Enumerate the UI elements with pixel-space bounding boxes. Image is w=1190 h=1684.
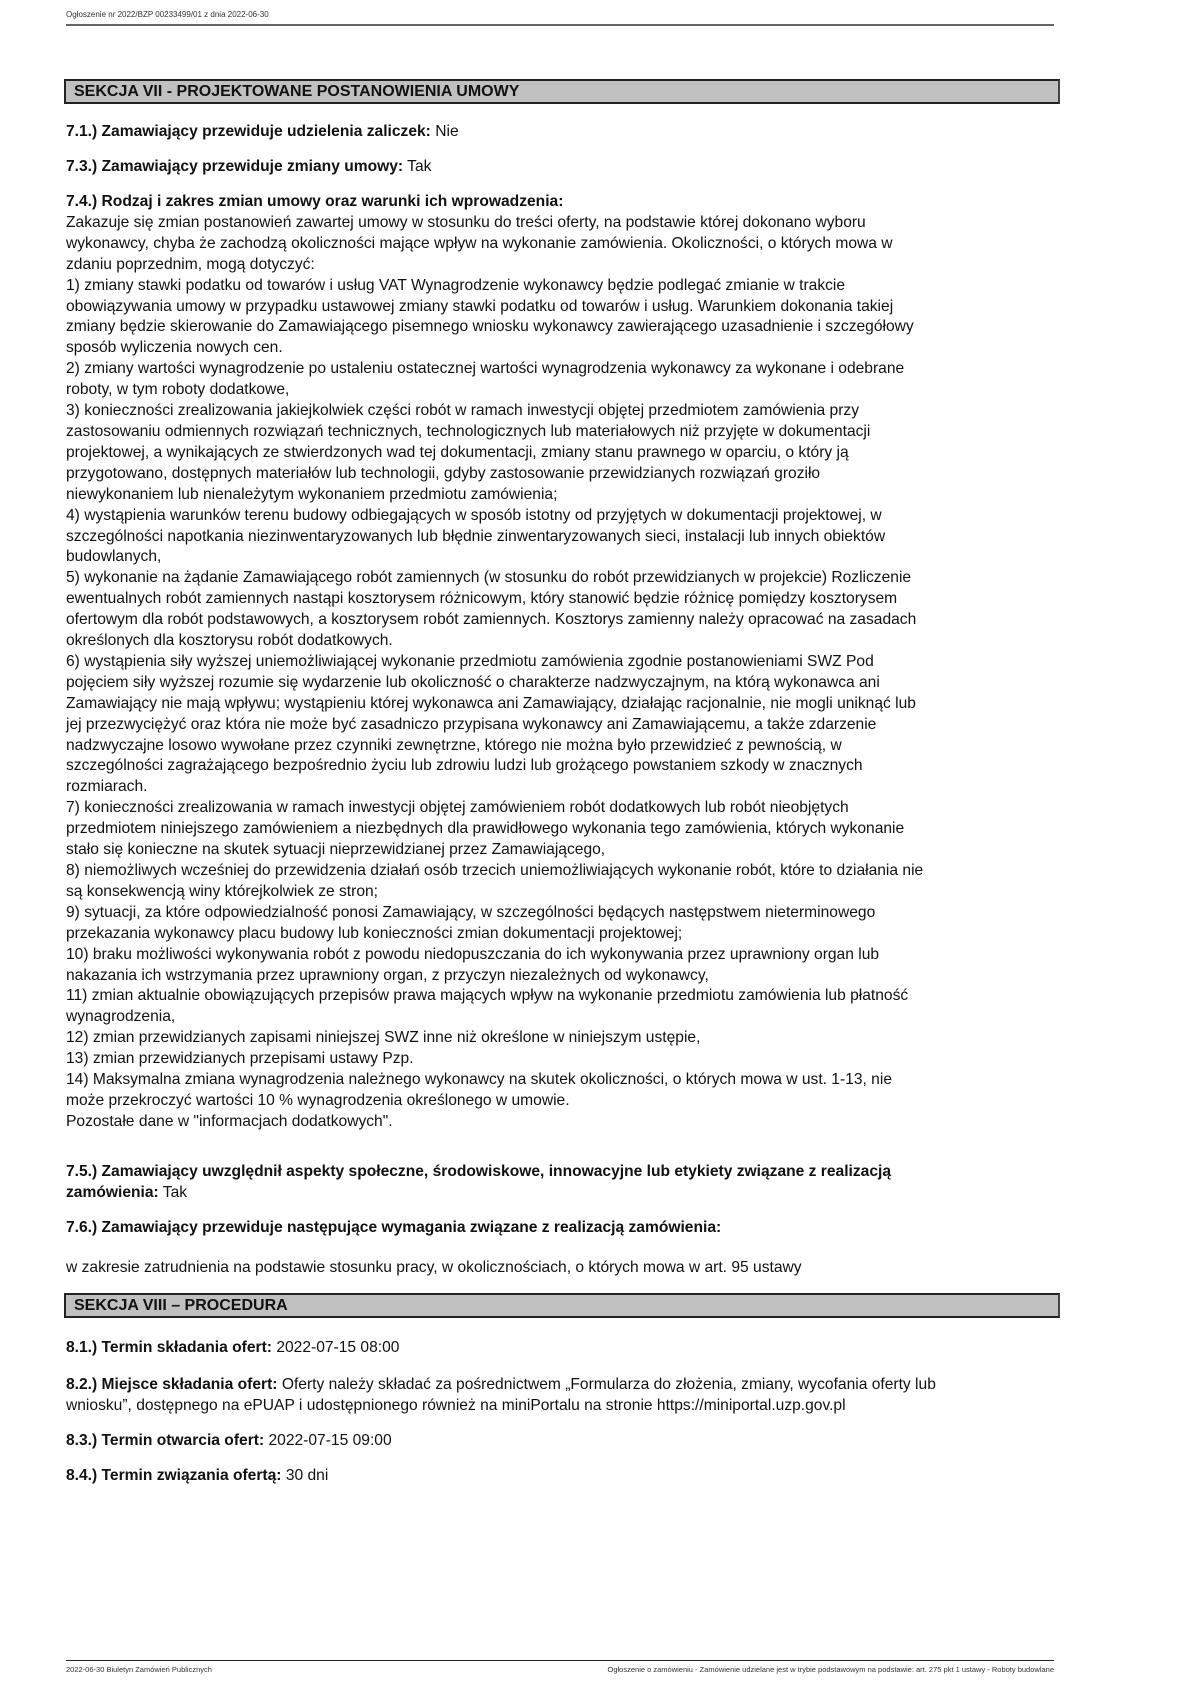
item-7-4-line: niewykonaniem lub nienależytym wykonaniem przedmiotu zamówienia; <box>66 485 558 503</box>
item-8-2-label: 8.2.) Miejsce składania ofert: <box>66 1376 278 1393</box>
footer-divider <box>66 1660 1054 1661</box>
item-7-1-label: 7.1.) Zamawiający przewiduje udzielenia zaliczek: <box>66 123 431 140</box>
item-8-2 <box>66 1375 1056 1417</box>
section-viii-header <box>64 1293 1060 1318</box>
item-7-4-line: jej przezwyciężyć oraz która nie może być zasadniczo przypisana wykonawcy ani Zamawiającemu, a także zdarzenie <box>66 715 877 733</box>
item-7-4-line: 7) konieczności zrealizowania w ramach inwestycji objętej zamówieniem robót dodatkowych lub robót nieobjętych <box>66 799 849 817</box>
item-7-5-label-1: 7.5.) Zamawiający uwzględnił aspekty społeczne, środowiskowe, innowacyjne lub etykiety związane z realizacją <box>66 1163 892 1180</box>
item-7-5-label-2: zamówienia: <box>66 1183 159 1201</box>
item-8-3-label: 8.3.) Termin otwarcia ofert: <box>66 1432 265 1449</box>
item-7-6-label: 7.6.) Zamawiający przewiduje następujące wymagania związane z realizacją zamówienia: <box>66 1219 722 1236</box>
item-7-4-line: szczególności zagrażającego bezpośrednio życiu lub zdrowiu ludzi lub grożącego powstaniem szkody w znacznych <box>66 757 863 775</box>
item-8-4-value: 30 dni <box>285 1467 329 1484</box>
item-7-4-line: 13) zmian przewidzianych przepisami ustawy Pzp. <box>66 1050 414 1068</box>
item-7-4 <box>66 192 1056 1133</box>
item-7-4-line: nadzwyczajne losowo wywołane przez czynniki zewnętrzne, którego nie można było przewidzieć z pewnością, w <box>66 736 842 754</box>
item-7-4-line: nakazania ich wstrzymania przez uprawniony organ, z przyczyn niezależnych od wykonawcy, <box>66 966 709 984</box>
section-vii-title: SEKCJA VII - PROJEKTOWANE POSTANOWIENIA UMOWY <box>74 83 520 100</box>
item-7-1 <box>66 122 1056 143</box>
item-7-4-line: obowiązywania umowy w przypadku ustawowej zmiany stawki podatku od towarów i usług. Warunkiem dokonania takiej <box>66 297 894 315</box>
item-7-4-line: rozmiarach. <box>66 778 148 796</box>
section-viii-title: SEKCJA VIII – PROCEDURA <box>74 1297 288 1314</box>
item-8-1-value: 2022-07-15 08:00 <box>276 1339 400 1356</box>
item-7-4-line: 11) zmian aktualnie obowiązujących przepisów prawa mających wpływ na wykonanie przedmiotu zamówienia lub płatność <box>66 987 909 1005</box>
item-7-4-line: Zamawiający nie mają wpływu; wystąpieniu której wykonawca ani Zamawiający, działając racjonalnie, nie mogli uniknąć lub <box>66 694 916 712</box>
item-7-5 <box>66 1162 1056 1204</box>
section-vii-header <box>64 79 1060 104</box>
item-7-4-line: wynagrodzenia, <box>66 1008 176 1026</box>
item-8-3 <box>66 1431 1056 1452</box>
item-8-2-value-1: Oferty należy składać za pośrednictwem „Formularza do złożenia, zmiany, wycofania oferty lub <box>281 1376 936 1393</box>
item-7-4-line: budowlanych, <box>66 548 162 566</box>
item-7-3-label: 7.3.) Zamawiający przewiduje zmiany umowy: <box>66 158 404 175</box>
item-7-4-line: 2) zmiany wartości wynagrodzenie po ustaleniu ostatecznej wartości wynagrodzenia wykonawcy za wykonane i odebrane <box>66 360 905 378</box>
item-7-4-line: 4) wystąpienia warunków terenu budowy odbiegających w sposób istotny od przyjętych w dokumentacji projektowej, w <box>66 506 882 524</box>
item-8-2-value-2: wniosku”, dostępnego na ePUAP i udostępnionego również na miniPortalu na stronie https://miniportal.uzp.gov.pl <box>66 1396 846 1414</box>
item-8-4 <box>66 1466 1056 1487</box>
item-7-4-line: szczególności napotkania niezinwentaryzowanych lub błędnie zinwentaryzowanych sieci, instalacji lub innych obiektów <box>66 527 886 545</box>
item-7-4-line: 3) konieczności zrealizowania jakiejkolwiek części robót w ramach inwestycji objętej przedmiotem zamówienia przy <box>66 402 859 420</box>
item-7-4-line: przygotowano, dostępnych materiałów lub technologii, gdyby zastosowanie przewidzianych rozwiązań groziło <box>66 464 821 482</box>
item-7-4-line: określonych dla kosztorysu robót dodatkowych. <box>66 632 393 650</box>
item-7-6-value: w zakresie zatrudnienia na podstawie stosunku pracy, w okolicznościach, o których mowa w art. 95 ustawy <box>66 1259 802 1276</box>
item-7-4-line: wykonawcy, chyba że zachodzą okoliczności mające wpływ na wykonanie zamówienia. Okoliczności, o których mowa w <box>66 234 893 252</box>
item-7-4-line: 12) zmian przewidzianych zapisami niniejszej SWZ inne niż określone w niniejszym ustępie, <box>66 1029 701 1047</box>
item-7-4-line: są konsekwencją winy którejkolwiek ze stron; <box>66 882 379 900</box>
item-8-4-label: 8.4.) Termin związania ofertą: <box>66 1467 282 1484</box>
item-7-4-line: 5) wykonanie na żądanie Zamawiającego robót zamiennych (w stosunku do robót przewidzianych w projekcie) Rozliczenie <box>66 569 912 587</box>
item-7-4-line: sposób wyliczenia nowych cen. <box>66 339 283 357</box>
item-7-4-line: przekazania wykonawcy placu budowy lub konieczności zmian dokumentacji projektowej; <box>66 924 683 942</box>
item-7-4-label: 7.4.) Rodzaj i zakres zmian umowy oraz warunki ich wprowadzenia: <box>66 193 564 210</box>
item-7-4-line: Pozostałe dane w "informacjach dodatkowych". <box>66 1112 393 1130</box>
item-7-4-line: projektowej, a wynikających ze stwierdzonych wad tej dokumentacji, zmiany stanu prawnego w oparciu, o który ją <box>66 443 849 461</box>
item-7-4-line: 9) sytuacji, za które odpowiedzialność ponosi Zamawiający, w szczególności będących następstwem nieterminowego <box>66 903 876 921</box>
page-header: Ogłoszenie nr 2022/BZP 00233499/01 z dnia 2022-06-30 <box>66 10 269 19</box>
item-7-4-line: zmiany będzie skierowanie do Zamawiającego pisemnego wniosku wykonawcy zawierającego uzasadnienie i szczegółowy <box>66 318 914 336</box>
item-8-3-value: 2022-07-15 09:00 <box>268 1432 392 1449</box>
item-7-4-line: roboty, w tym roboty dodatkowe, <box>66 381 290 399</box>
footer-right: Ogłoszenie o zamówieniu - Zamówienie udzielane jest w trybie podstawowym na podstawie: art. 275 pkt 1 ustawy - Roboty budowlane <box>607 1665 1054 1674</box>
item-7-4-line: Zakazuje się zmian postanowień zawartej umowy w stosunku do treści oferty, na podstawie której dokonano wyboru <box>66 213 866 231</box>
item-7-5-value: Tak <box>162 1183 188 1201</box>
item-7-4-line: przedmiotem niniejszego zamówieniem a niezbędnych dla prawidłowego wykonania tego zamówienia, których wykonanie <box>66 820 905 838</box>
item-8-1 <box>66 1338 1056 1359</box>
footer-left: 2022-06-30 Biuletyn Zamówień Publicznych <box>66 1665 212 1674</box>
item-7-4-line: pojęciem siły wyższej rozumie się wydarzenie lub okoliczność o charakterze nadzwyczajnym, na którą wykonawca ani <box>66 673 880 691</box>
item-7-4-line: stało się konieczne na skutek sytuacji nieprzewidzianej przez Zamawiającego, <box>66 841 606 859</box>
item-7-1-value: Nie <box>435 123 459 140</box>
item-7-4-line: ofertowym dla robót podstawowych, a kosztorysem robót zamiennych. Kosztorys zamienny należy opracować na zasadach <box>66 611 917 629</box>
item-7-3 <box>66 157 1056 178</box>
item-7-3-value: Tak <box>407 158 432 175</box>
item-7-4-line: może przekroczyć wartości 10 % wynagrodzenia określonego w umowie. <box>66 1091 570 1109</box>
item-7-4-line: ewentualnych robót zamiennych nastąpi kosztorysem różnicowym, który stanowić będzie różnicę pomiędzy kosztorysem <box>66 590 898 608</box>
item-7-4-line: 6) wystąpienia siły wyższej uniemożliwiającej wykonanie przedmiotu zamówienia zgodnie postanowieniami SWZ Pod <box>66 652 874 670</box>
item-7-4-line: zastosowaniu odmiennych rozwiązań technicznych, technologicznych lub materiałowych niż przyjęte w dokumentacji <box>66 422 871 440</box>
item-7-4-line: zdaniu poprzednim, mogą dotyczyć: <box>66 255 315 273</box>
item-7-4-line: 14) Maksymalna zmiana wynagrodzenia należnego wykonawcy na skutek okoliczności, o których mowa w ust. 1-13, nie <box>66 1071 892 1089</box>
item-7-4-line: 8) niemożliwych wcześniej do przewidzenia działań osób trzecich uniemożliwiających wykonanie robót, które to działania nie <box>66 862 924 879</box>
item-7-4-text <box>66 213 1056 1133</box>
header-divider <box>66 24 1054 26</box>
item-7-4-line: 10) braku możliwości wykonywania robót z powodu niedopuszczania do ich wykonywania przez uprawniony organ lub <box>66 945 880 963</box>
item-7-4-line: 1) zmiany stawki podatku od towarów i usług VAT Wynagrodzenie wykonawcy będzie podlegać zmianie w trakcie <box>66 276 846 294</box>
item-8-1-label: 8.1.) Termin składania ofert: <box>66 1339 272 1356</box>
item-7-6 <box>66 1218 1056 1239</box>
